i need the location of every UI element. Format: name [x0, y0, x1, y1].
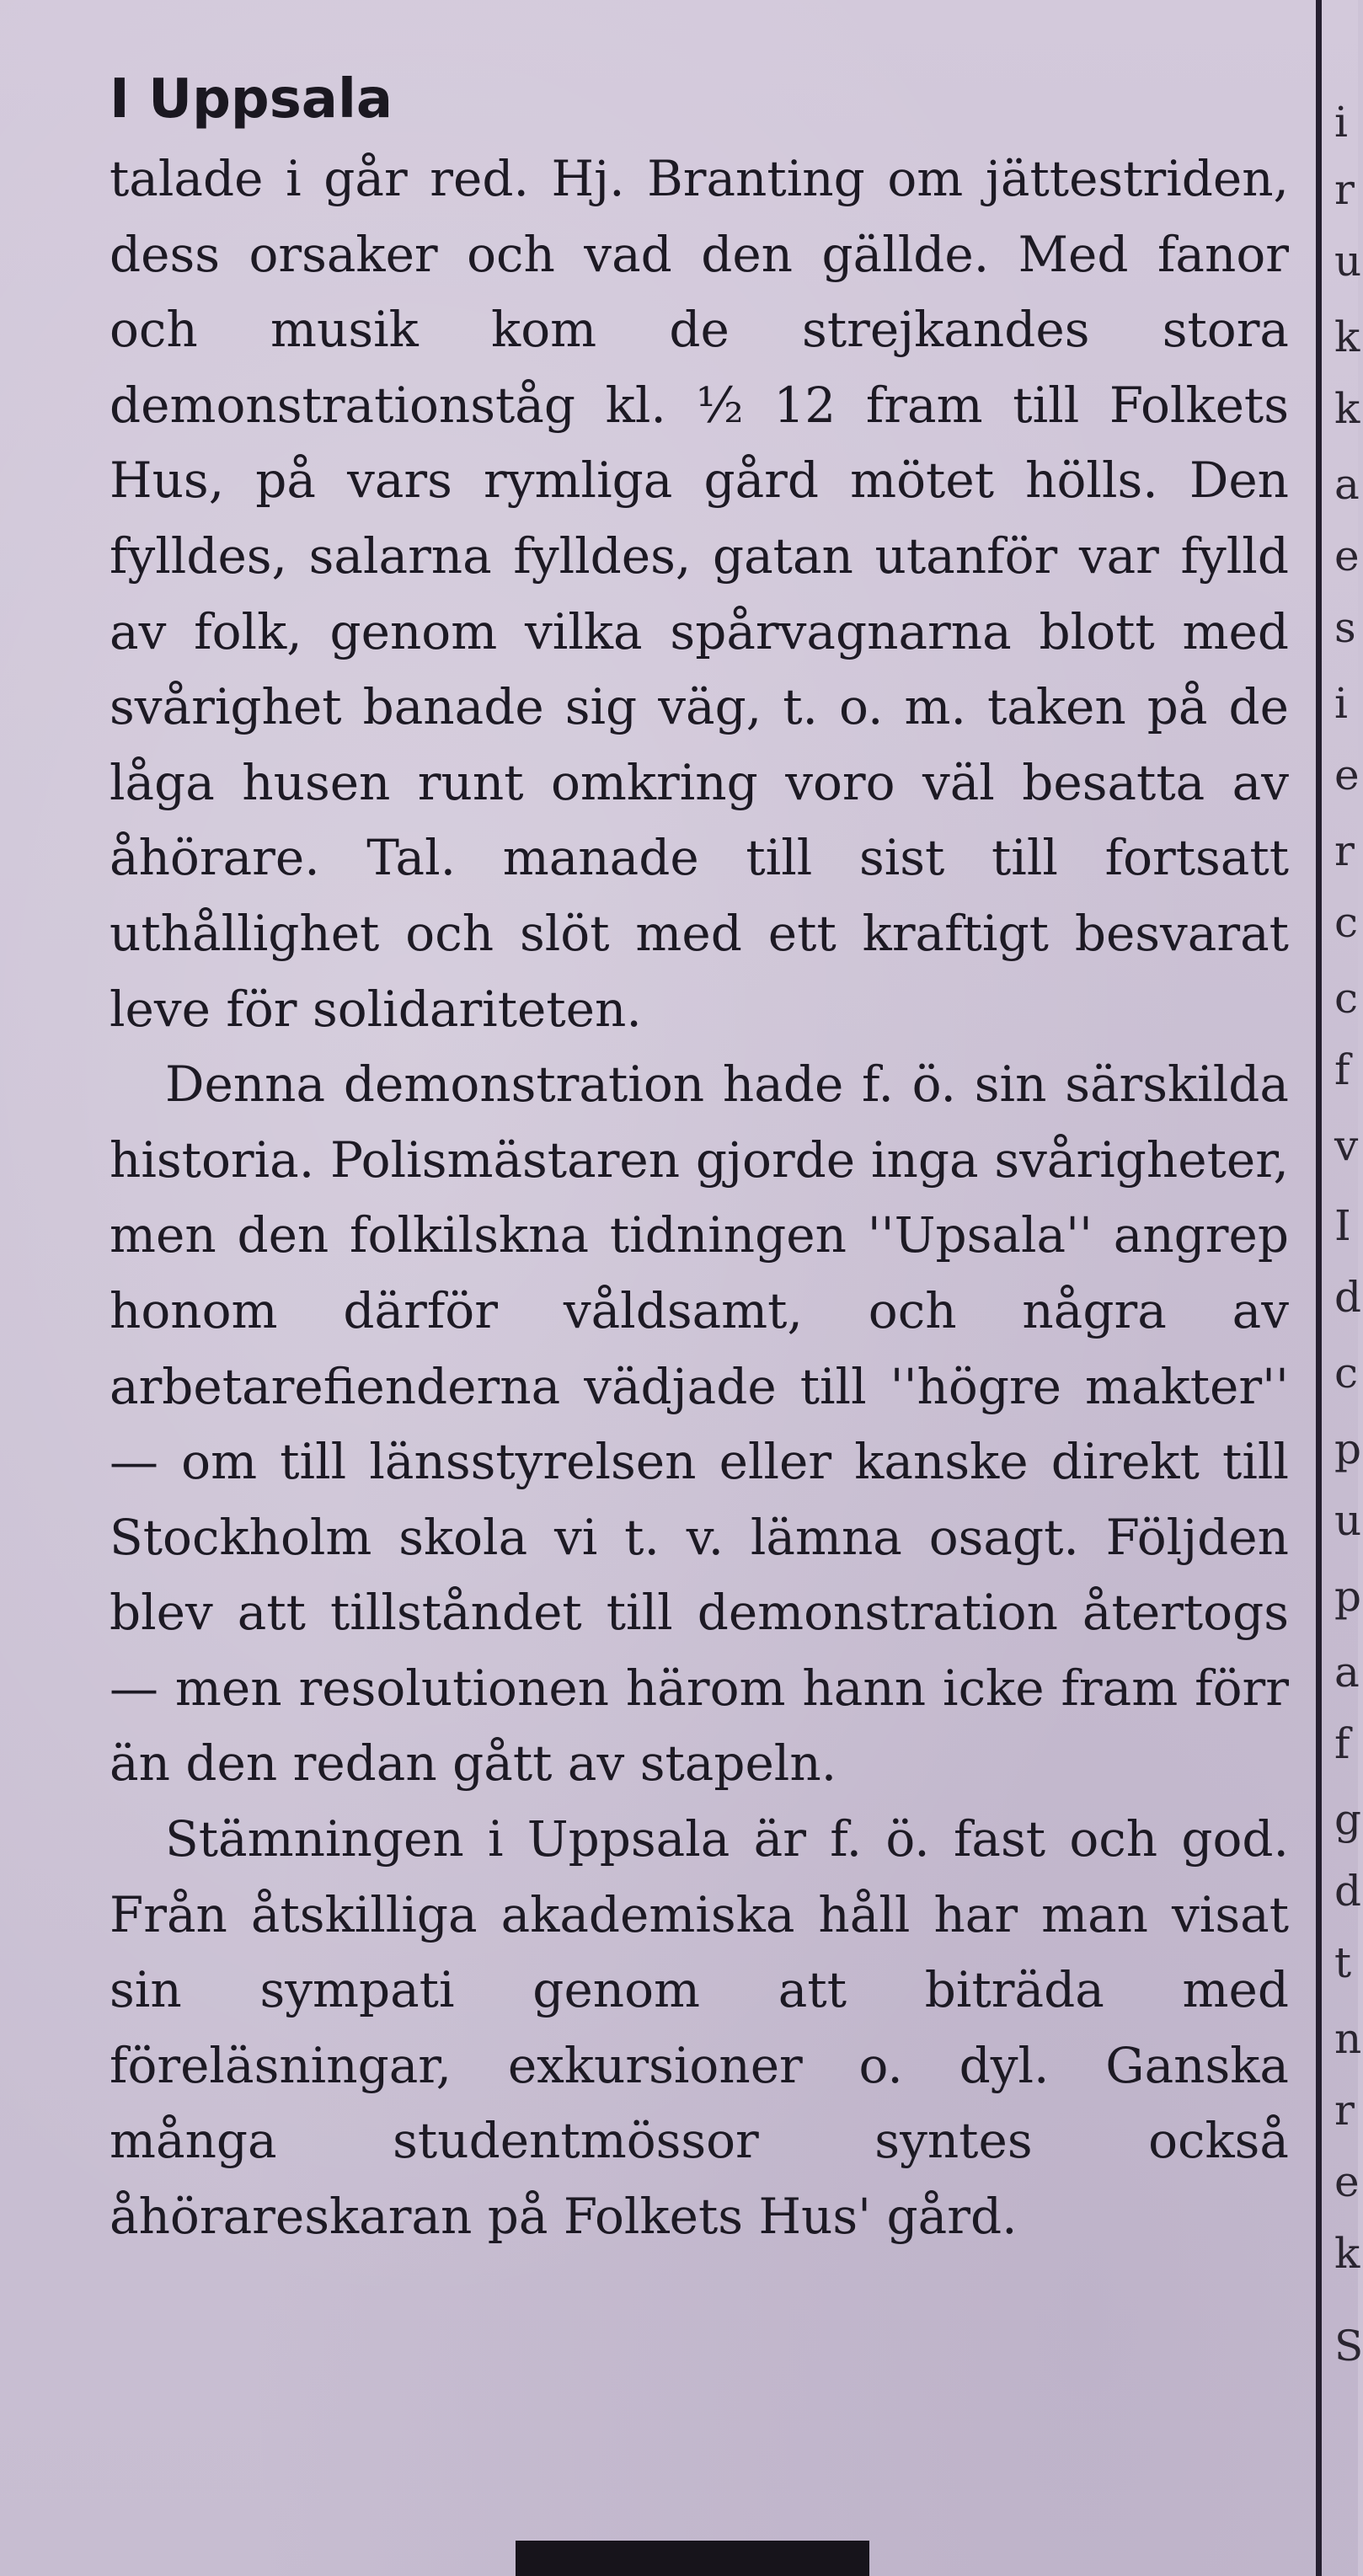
- adjacent-column-letter: c: [1334, 1349, 1359, 1398]
- adjacent-column-letter: a: [1334, 1648, 1360, 1697]
- adjacent-column-letter: S: [1334, 2322, 1363, 2370]
- adjacent-column-letter: k: [1334, 2229, 1360, 2278]
- adjacent-column-letter: p: [1334, 1424, 1362, 1473]
- article-paragraph-3: Stämningen i Uppsala är f. ö. fast och god. Från åtskilliga akademiska håll har man visat sin sympati genom att biträda med föreläsningar, exkursioner o. dyl. Ganska många studentmössor syntes också åhörareskaran på Folkets Hus' gård.: [110, 1810, 1289, 2246]
- adjacent-column-letter: k: [1334, 313, 1360, 361]
- adjacent-column-letter: a: [1334, 460, 1360, 509]
- adjacent-column-letter: u: [1334, 1496, 1362, 1545]
- adjacent-column-letter: f: [1334, 1045, 1350, 1094]
- adjacent-column-letter: r: [1334, 165, 1355, 214]
- adjacent-column-letter: c: [1334, 898, 1359, 947]
- adjacent-column-letter: I: [1334, 1201, 1351, 1250]
- article: [110, 66, 1289, 2255]
- adjacent-column-letter: k: [1334, 384, 1360, 433]
- article-headline: I Uppsala: [110, 68, 393, 131]
- adjacent-column-letter: u: [1334, 237, 1362, 286]
- adjacent-column-letter: i: [1334, 679, 1348, 728]
- adjacent-column-letter: d: [1334, 1273, 1362, 1322]
- adjacent-column-letter: r: [1334, 2086, 1355, 2135]
- bottom-divider-bar: [516, 2541, 869, 2576]
- adjacent-column-letter: d: [1334, 1867, 1362, 1916]
- adjacent-column-letter: i: [1334, 98, 1348, 147]
- adjacent-column-letter: e: [1334, 2157, 1360, 2206]
- adjacent-column-letter: e: [1334, 751, 1360, 799]
- article-paragraph-2: Denna demonstration hade f. ö. sin särskilda historia. Polismästaren gjorde inga svårigheter, men den folkilskna tidningen ''Upsala'' angrep honom därför våldsamt, och några av arbetarefienderna vädjade till ''högre makter'' — om till länsstyrelsen eller kanske direkt till Stockholm skola vi t. v. lämna osagt. Följden blev att tillståndet till demonstration återtogs — men resolutionen härom hann icke fram förr än den redan gått av stapeln.: [110, 1056, 1289, 1793]
- adjacent-column-letter: e: [1334, 532, 1360, 580]
- adjacent-column-letter: p: [1334, 1572, 1362, 1621]
- column-divider: [1316, 0, 1322, 2576]
- adjacent-column-letter: c: [1334, 974, 1359, 1023]
- adjacent-column-letter: v: [1334, 1121, 1359, 1170]
- adjacent-column-letter: n: [1334, 2014, 1362, 2063]
- adjacent-column-letter: g: [1334, 1795, 1362, 1844]
- adjacent-column-letter: r: [1334, 826, 1355, 875]
- article-paragraph-1: talade i går red. Hj. Branting om jättestriden, dess orsaker och vad den gällde. Med fanor och musik kom de strejkandes stora demonstrationståg kl. ½ 12 fram till Folkets Hus, på vars rymliga gård mötet hölls. Den fylldes, salarna fylldes, gatan utanför var fylld av folk, genom vilka spårvagnarna blott med svårighet banade sig väg, t. o. m. taken på de låga husen runt omkring voro väl besatta av åhörare. Tal. manade till sist till fortsatt uthållighet och slöt med ett kraftigt besvarat leve för solidariteten.: [110, 150, 1289, 1038]
- adjacent-column-letter: t: [1334, 1938, 1352, 1987]
- adjacent-column-letter: f: [1334, 1719, 1350, 1768]
- adjacent-column-fragment: [1329, 76, 1363, 2519]
- adjacent-column-letter: s: [1334, 603, 1356, 652]
